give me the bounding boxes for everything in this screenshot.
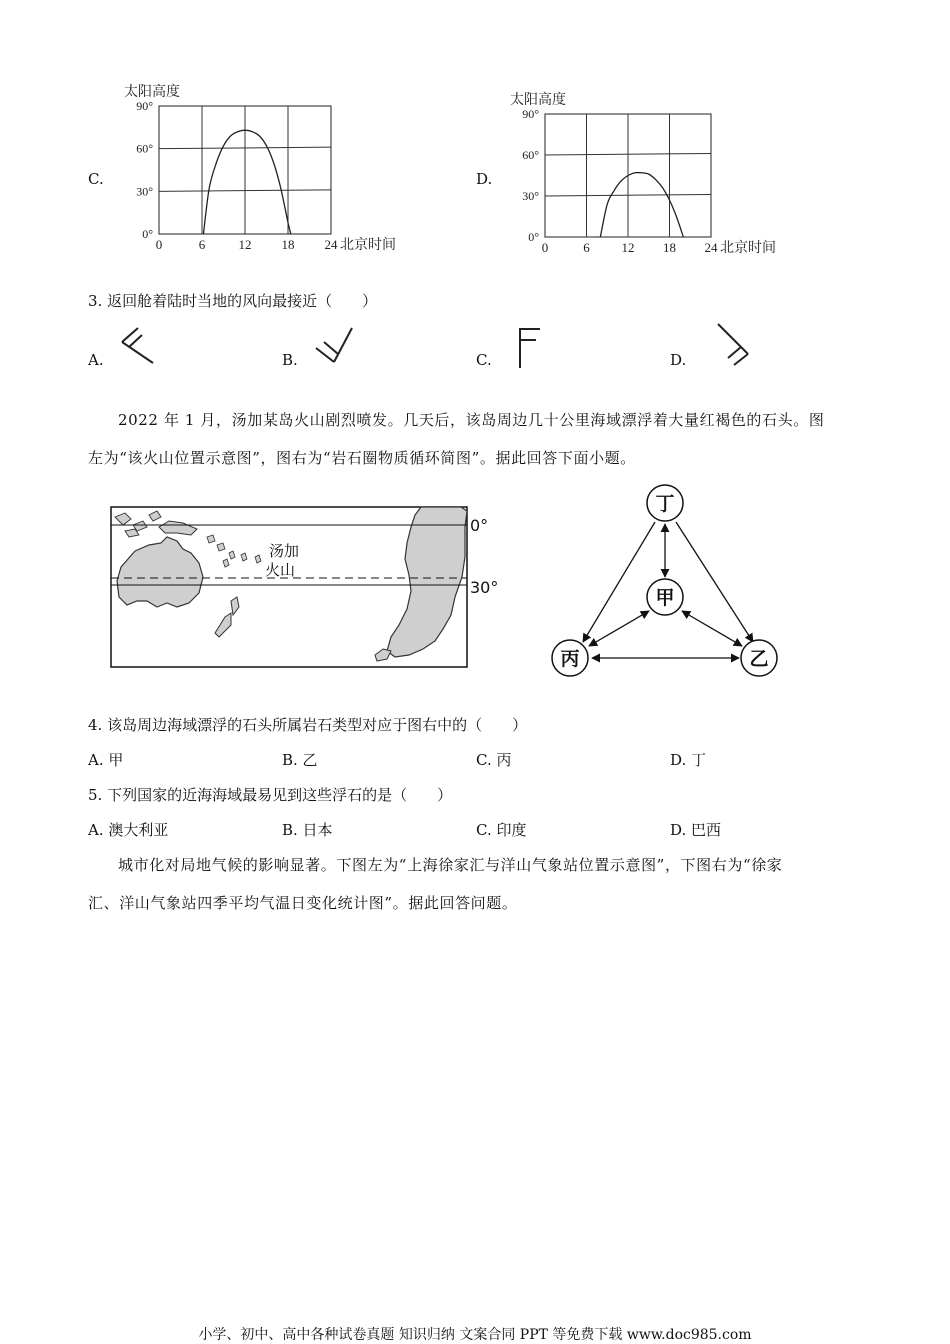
option-d-label: D. — [476, 170, 493, 188]
q3-option-d-label[interactable]: D. — [670, 351, 687, 369]
y-tick-label: 90° — [522, 107, 539, 121]
arrow-yi-jia — [682, 611, 742, 646]
x-tick-label: 18 — [663, 240, 676, 255]
question-3-stem: 3. 返回舱着陆时当地的风向最接近（ ） — [88, 292, 378, 310]
q3-option-c-label[interactable]: C. — [476, 351, 492, 369]
q3-option-b-label[interactable]: B. — [282, 351, 298, 369]
x-tick-label: 18 — [281, 237, 295, 252]
x-tick-label: 6 — [198, 237, 206, 252]
q5-option-b[interactable]: B. 日本 — [282, 821, 333, 839]
node-ding-label: 丁 — [655, 493, 675, 515]
y-axis-label: 太阳高度 — [124, 85, 180, 100]
passage-2-line-2: 汇、洋山气象站四季平均气温日变化统计图”。据此回答问题。 — [88, 894, 518, 912]
wind-barb-b-icon — [312, 322, 360, 368]
x-tick-label: 0 — [541, 240, 549, 255]
y-tick-label: 90° — [136, 99, 153, 113]
q4-option-a[interactable]: A. 甲 — [88, 751, 124, 769]
volcano-location-map — [105, 497, 505, 677]
node-jia-label: 甲 — [655, 587, 675, 609]
x-tick-label: 24 — [324, 237, 338, 252]
rock-cycle-diagram — [545, 480, 790, 680]
sun-altitude-chart-d — [505, 85, 795, 255]
q4-option-c[interactable]: C. 丙 — [476, 751, 512, 769]
x-axis-label: 北京时间 — [720, 241, 776, 255]
arrow-ding-to-yi — [676, 522, 753, 642]
q4-option-b[interactable]: B. 乙 — [282, 751, 318, 769]
y-axis-label: 太阳高度 — [510, 93, 566, 108]
question-4-stem: 4. 该岛周边海域漂浮的石头所属岩石类型对应于图右中的（ ） — [88, 716, 528, 734]
node-yi-label: 乙 — [749, 648, 769, 670]
x-tick-label: 0 — [155, 237, 163, 252]
option-c-label: C. — [88, 170, 104, 188]
wind-barb-c-icon — [512, 322, 548, 372]
y-tick-label: 60° — [136, 141, 153, 156]
question-5-stem: 5. 下列国家的近海海域最易见到这些浮石的是（ ） — [88, 786, 453, 804]
wind-barb-a-icon — [116, 322, 160, 370]
passage-1-line-1: 2022 年 1 月，汤加某岛火山剧烈喷发。几天后，该岛周边几十公里海域漂浮着大量红褐色的石头。图 — [118, 411, 825, 429]
q4-option-d[interactable]: D. 丁 — [670, 751, 707, 769]
y-tick-label: 0° — [528, 230, 539, 244]
wind-barb-d-icon — [710, 318, 758, 370]
x-axis-label: 北京时间 — [340, 238, 396, 253]
page-footer: 小学、初中、高中各种试卷真题 知识归纳 文案合同 PPT 等免费下载 www.doc985.com — [198, 1327, 752, 1343]
x-tick-label: 12 — [238, 237, 252, 252]
q3-option-a-label[interactable]: A. — [88, 351, 104, 369]
x-tick-label: 6 — [583, 240, 590, 255]
latitude-30-label: 30° — [470, 578, 499, 597]
sun-altitude-curve — [600, 173, 683, 237]
q5-option-a[interactable]: A. 澳大利亚 — [88, 821, 169, 839]
passage-urban-climate — [88, 846, 863, 922]
sun-altitude-chart-c — [115, 78, 415, 254]
y-tick-label: 60° — [522, 148, 539, 162]
arrow-ding-to-bing — [583, 522, 655, 642]
passage-1-line-2: 左为“该火山位置示意图”，图右为“岩石圈物质循环简图”。据此回答下面小题。 — [88, 449, 636, 467]
y-tick-label: 30° — [136, 184, 153, 199]
volcano-label-2: 火山 — [265, 561, 296, 579]
x-tick-label: 24 — [704, 240, 718, 255]
node-bing-label: 丙 — [560, 648, 580, 670]
q5-option-c[interactable]: C. 印度 — [476, 821, 527, 839]
passage-tonga-volcano — [88, 401, 863, 477]
passage-2-line-1: 城市化对局地气候的影响显著。下图左为“上海徐家汇与洋山气象站位置示意图”，下图右为“徐家 — [118, 856, 783, 874]
sun-altitude-curve — [203, 130, 290, 234]
q5-option-d[interactable]: D. 巴西 — [670, 821, 722, 839]
y-tick-label: 0° — [142, 227, 153, 241]
latitude-0-label: 0° — [470, 516, 489, 535]
x-tick-label: 12 — [621, 240, 635, 255]
y-tick-label: 30° — [522, 189, 539, 203]
volcano-label-1: 汤加 — [269, 542, 300, 560]
